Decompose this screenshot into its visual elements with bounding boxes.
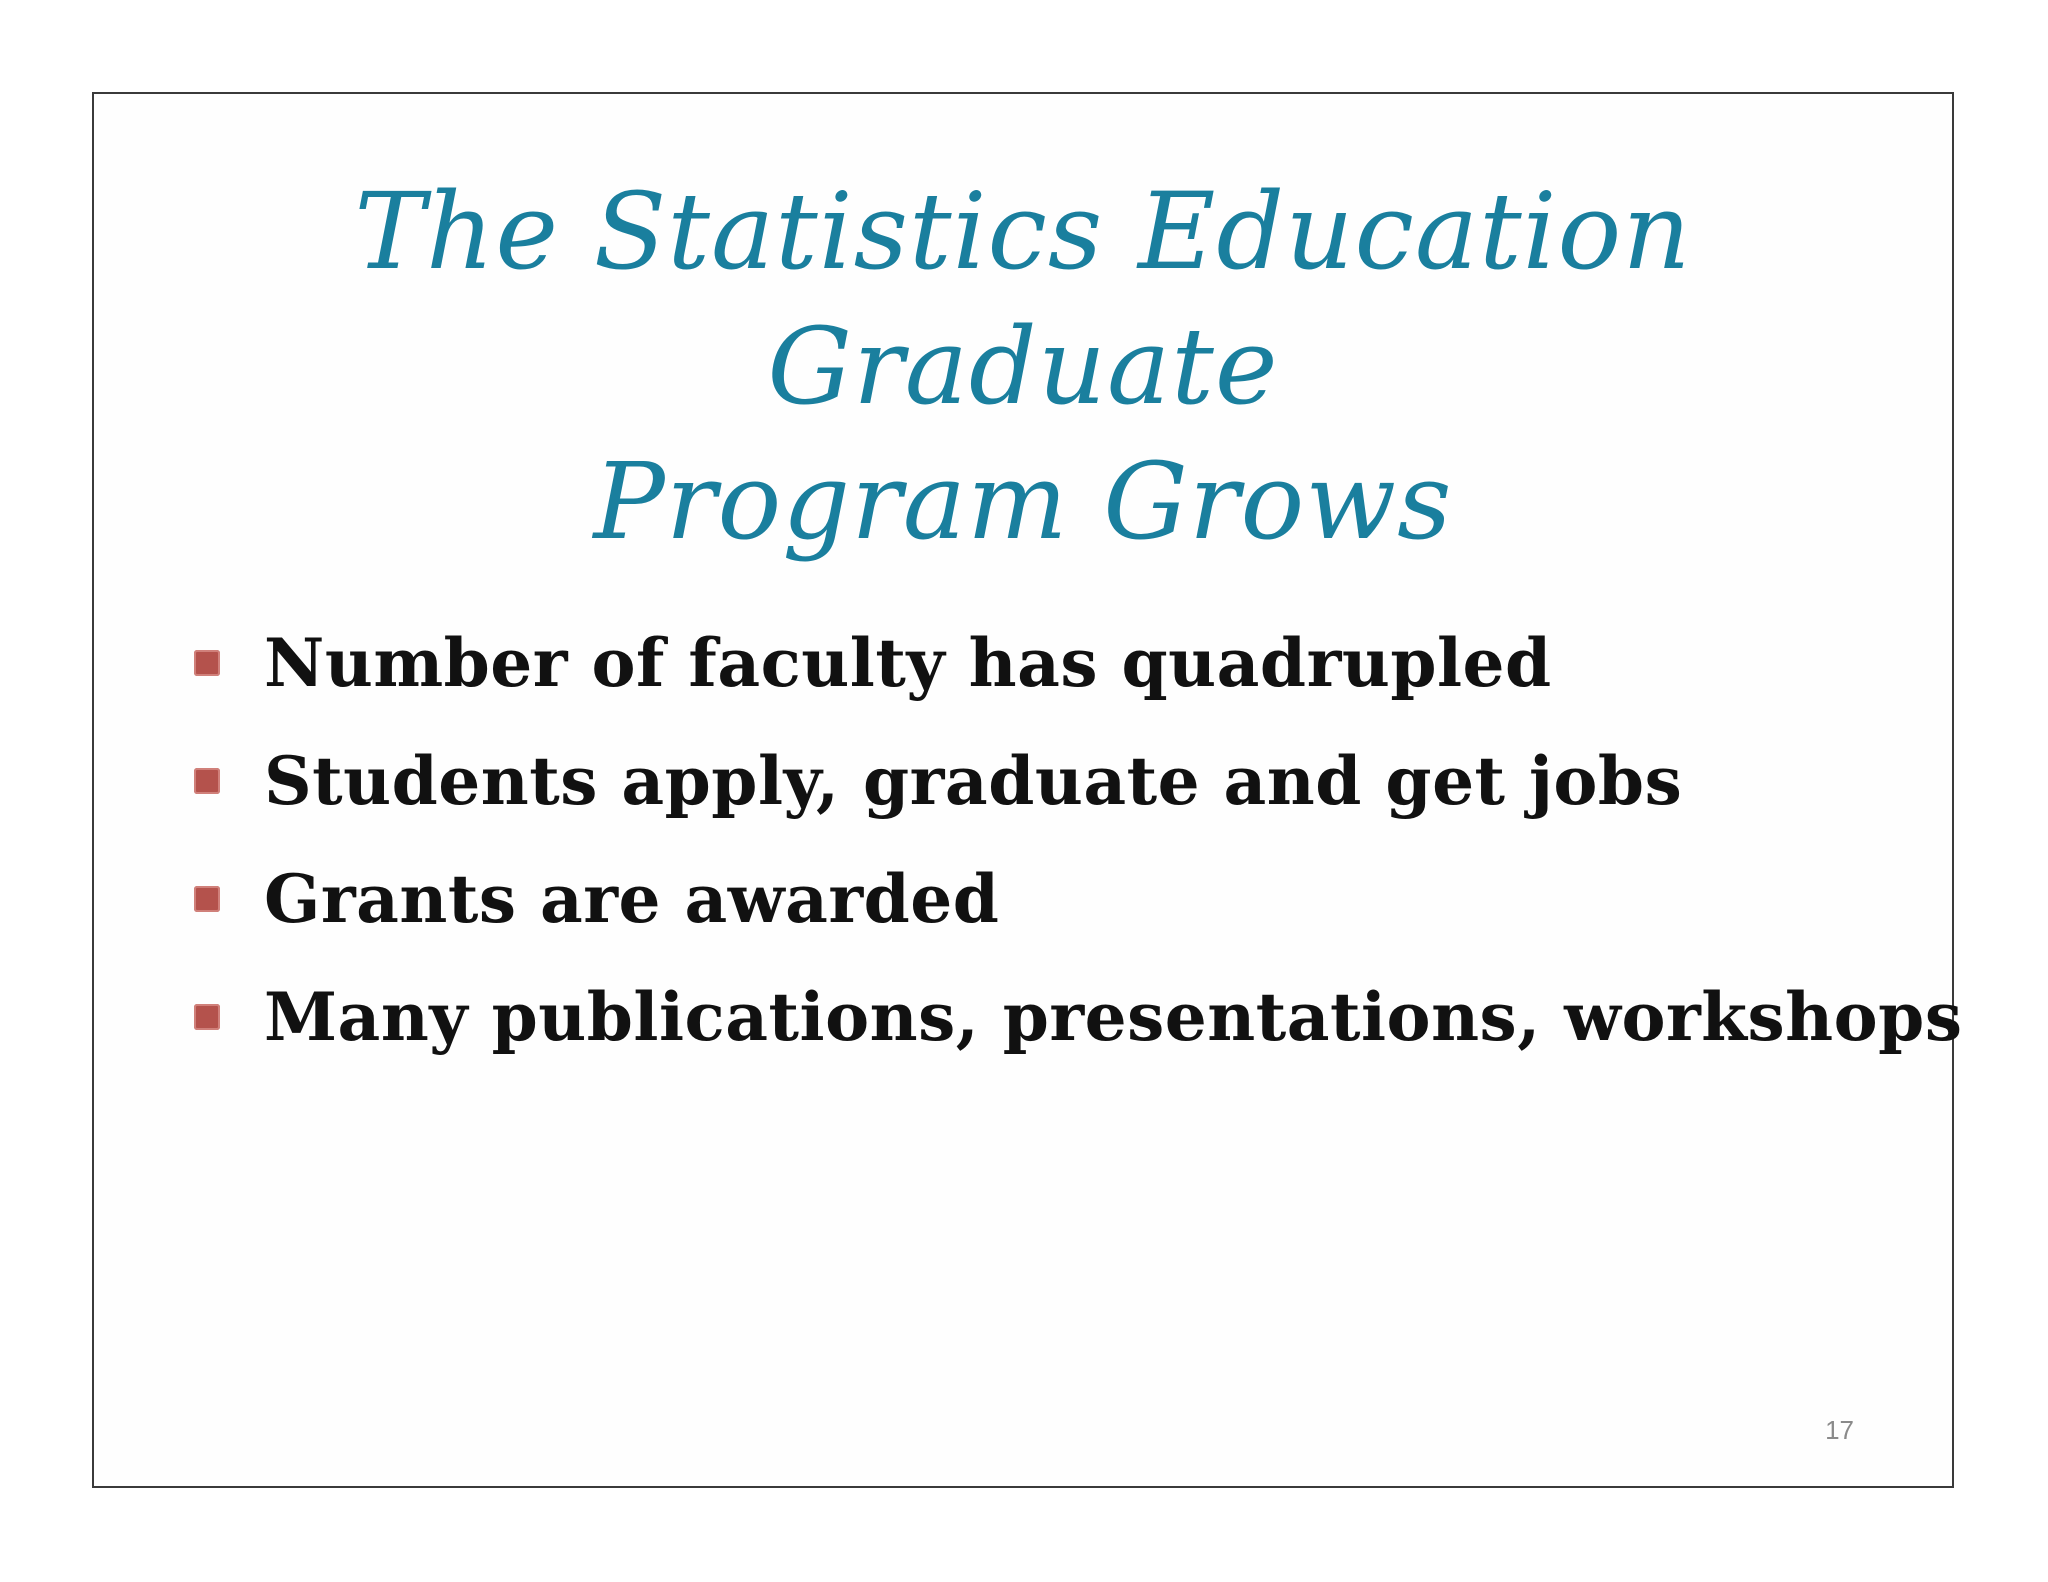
square-bullet-icon xyxy=(194,1004,220,1030)
bullet-text: Students apply, graduate and get jobs xyxy=(264,742,1683,820)
slide-title-line-1: The Statistics Education Graduate xyxy=(354,170,1692,428)
bullet-text: Many publications, presentations, workshops xyxy=(264,978,1963,1056)
bullet-item xyxy=(194,604,1962,722)
bullet-text: Grants are awarded xyxy=(264,860,1000,938)
slide-title xyxy=(94,164,1952,569)
bullet-item xyxy=(194,958,1962,1076)
bullet-text: Number of faculty has quadrupled xyxy=(264,624,1552,702)
slide-frame xyxy=(92,92,1963,1488)
square-bullet-icon xyxy=(194,650,220,676)
bullet-item xyxy=(194,722,1962,840)
square-bullet-icon xyxy=(194,768,220,794)
bullet-list xyxy=(194,604,1962,1076)
bullet-item xyxy=(194,840,1962,958)
page-number: 17 xyxy=(1825,1415,1854,1445)
square-bullet-icon xyxy=(194,886,220,912)
slide-title-line-2: Program Grows xyxy=(593,440,1453,563)
